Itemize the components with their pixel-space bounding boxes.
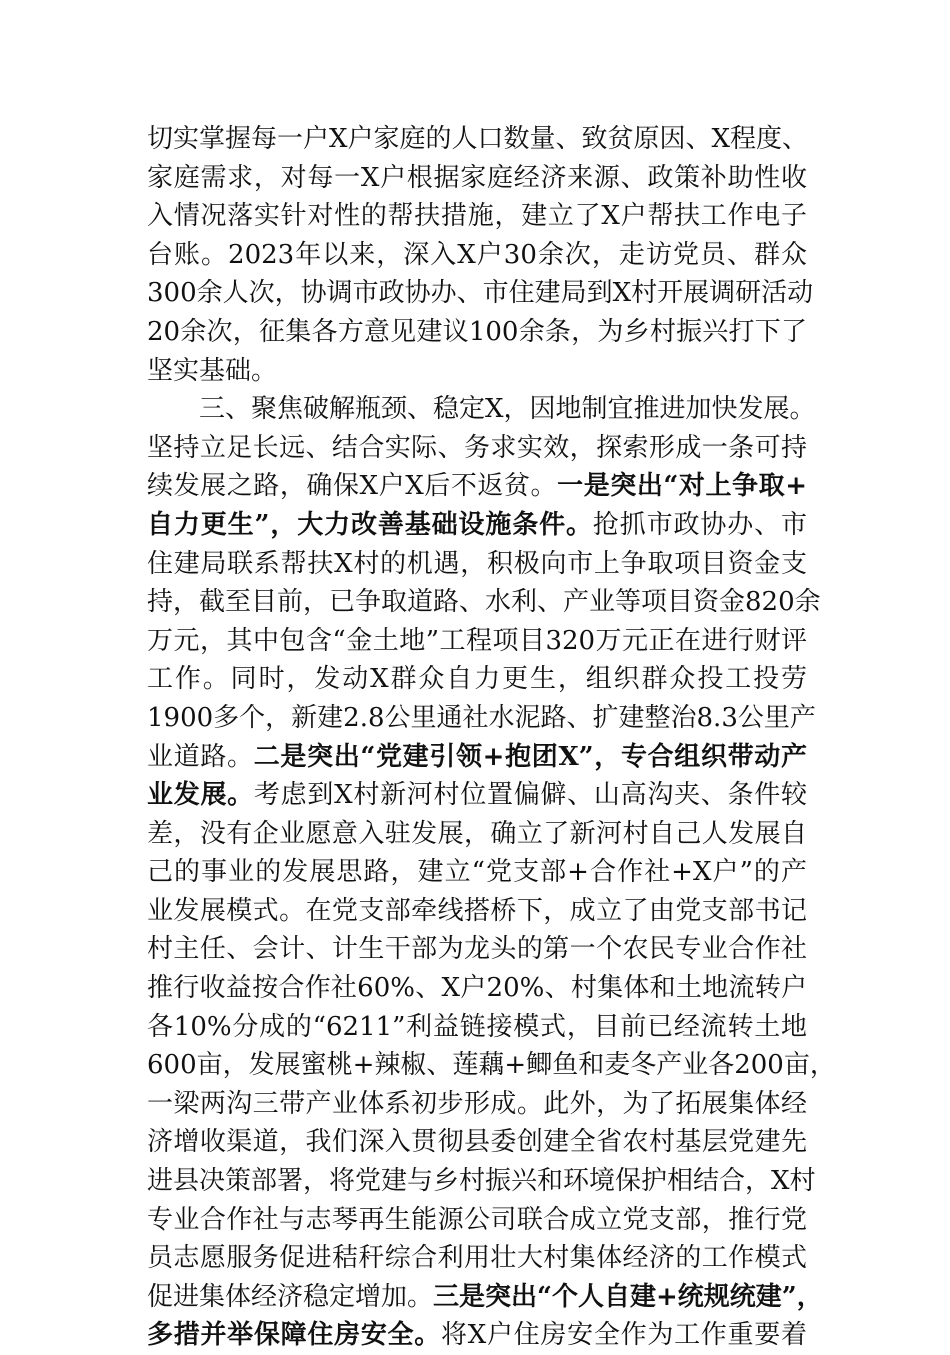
text-line (147, 1278, 823, 1317)
plain-text: 将X户住房安全作为工作重要着 (441, 1320, 807, 1351)
section-heading: 三、聚焦破解瓶颈、稳定X，因地制宜推进加快发展。 (199, 394, 816, 425)
text-line: 己的事业的发展思路，建立“党支部+合作社+X户”的产 (147, 857, 807, 888)
bold-point-heading: 三是突出“个人自建+统规统建”， (433, 1281, 823, 1312)
text-line: 持，截至目前，已争取道路、水利、产业等项目资金820余 (147, 587, 821, 618)
text-line: 住建局联系帮扶X村的机遇，积极向市上争取项目资金支 (147, 548, 807, 579)
text-line: 家庭需求，对每一X户根据家庭经济来源、政策补助性收 (147, 162, 807, 193)
text-line (147, 776, 807, 815)
text-line: 入情况落实针对性的帮扶措施，建立了X户帮扶工作电子 (147, 201, 807, 232)
text-line: 600亩，发展蜜桃+辣椒、莲藕+鲫鱼和麦冬产业各200亩， (147, 1050, 836, 1081)
bold-point-heading: 业发展。 (147, 780, 254, 811)
text-line: 坚持立足长远、结合实际、务求实效，探索形成一条可持 (147, 432, 807, 463)
document-body (147, 120, 836, 1355)
text-line: 员志愿服务促进秸秆综合利用壮大村集体经济的工作模式 (147, 1243, 807, 1274)
text-line: 专业合作社与志琴再生能源公司联合成立党支部，推行党 (147, 1204, 807, 1235)
text-line: 工作。同时，发动X群众自力更生，组织群众投工投劳 (147, 664, 807, 695)
text-line: 300余人次，协调市政协办、市住建局到X村开展调研活动 (147, 278, 814, 309)
text-line: 差，没有企业愿意入驻发展，确立了新河村自己人发展自 (147, 818, 807, 849)
text-line: 1900多个，新建2.8公里通社水泥路、扩建整治8.3公里产 (147, 702, 816, 733)
text-line: 20余次，征集各方意见建议100余条，为乡村振兴打下了 (147, 316, 807, 347)
text-line: 业发展模式。在党支部牵线搭桥下，成立了由党支部书记 (147, 895, 807, 926)
plain-text: 业道路。 (147, 741, 254, 772)
plain-text: 抢抓市政协办、市 (592, 509, 807, 540)
plain-text: 考虑到X村新河村位置偏僻、山高沟夹、条件较 (253, 780, 807, 811)
plain-text: 续发展之路，确保X户X后不返贫。 (147, 471, 558, 502)
bold-point-heading: 多措并举保障住房安全。 (147, 1320, 442, 1351)
text-line: 各10%分成的“6211”利益链接模式，目前已经流转土地 (147, 1011, 807, 1042)
plain-text: 促进集体经济稳定增加。 (147, 1281, 434, 1312)
text-line: 推行收益按合作社60%、X户20%、村集体和土地流转户 (147, 973, 807, 1004)
text-line (147, 467, 807, 506)
text-line: 一梁两沟三带产业体系初步形成。此外，为了拓展集体经 (147, 1088, 807, 1119)
text-line: 济增收渠道，我们深入贯彻县委创建全省农村基层党建先 (147, 1127, 807, 1158)
text-line (147, 506, 807, 545)
bold-point-heading: 二是突出“党建引领+抱团X”，专合组织带动产 (253, 741, 807, 772)
text-line (147, 1316, 807, 1355)
bold-point-heading: 一是突出“对上争取+ (557, 471, 807, 502)
text-line: 坚实基础。 (147, 355, 278, 386)
text-line: 台账。2023年以来，深入X户30余次，走访党员、群众 (147, 239, 807, 270)
text-line: 万元，其中包含“金土地”工程项目320万元正在进行财评 (147, 625, 807, 656)
text-line: 进县决策部署，将党建与乡村振兴和环境保护相结合，X村 (147, 1166, 816, 1197)
text-line: 村主任、会计、计生干部为龙头的第一个农民专业合作社 (147, 934, 807, 965)
bold-point-heading: 自力更生”，大力改善基础设施条件。 (147, 509, 593, 540)
text-line: 切实掌握每一户X户家庭的人口数量、致贫原因、X程度、 (147, 124, 809, 154)
text-line (147, 738, 807, 777)
